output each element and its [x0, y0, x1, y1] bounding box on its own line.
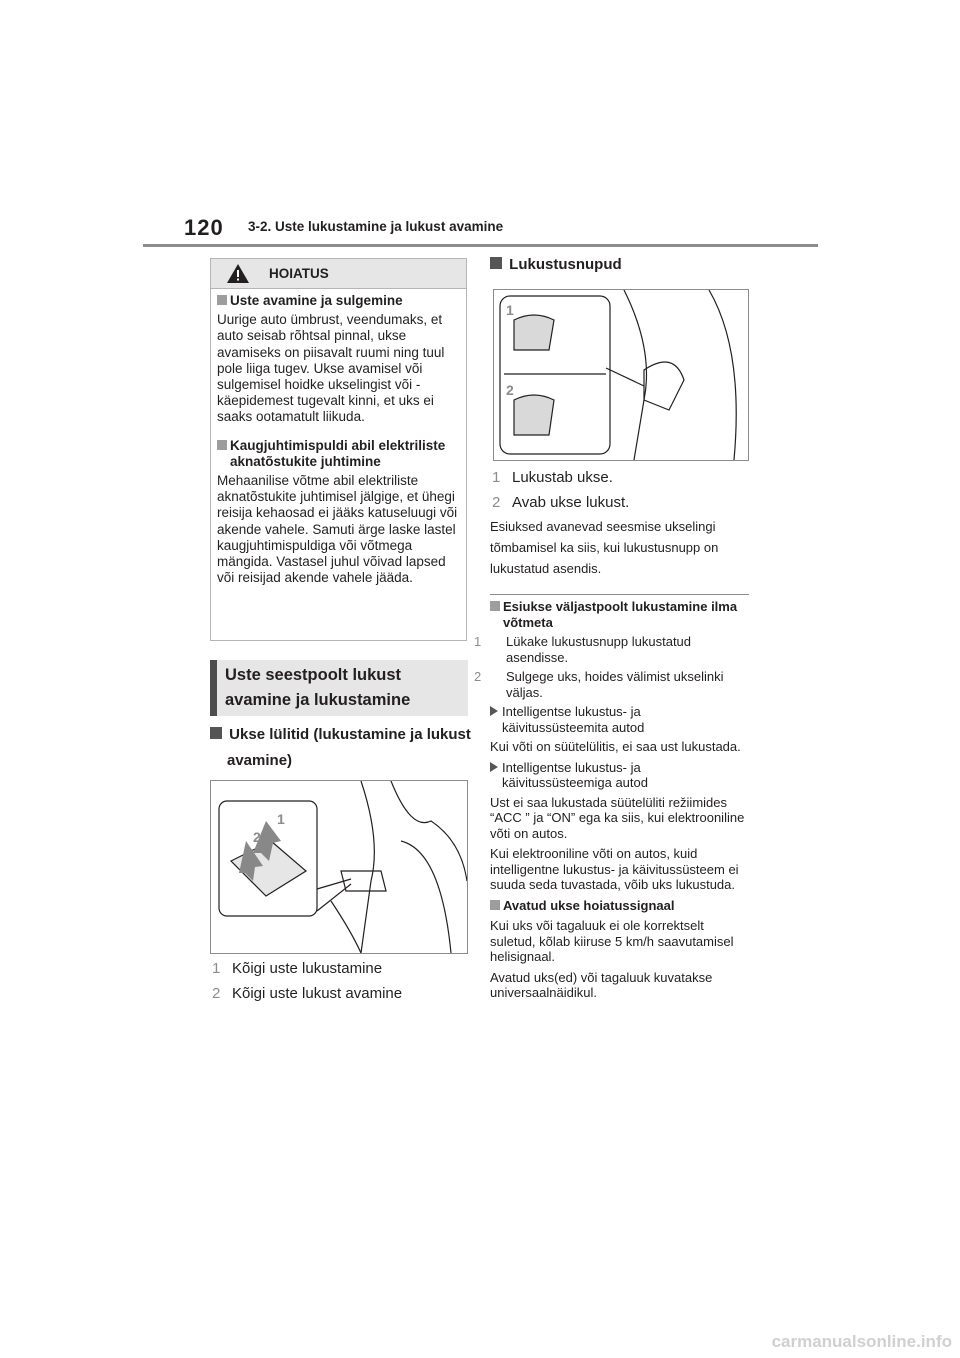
case-heading: Intelligentse lukustus- ja käivitussüsteemiga autod	[490, 760, 750, 791]
list-item: 2 Avab ukse lukust.	[492, 494, 630, 511]
square-bullet-icon	[217, 295, 227, 305]
section-title: 3-2. Uste lukustamine ja lukust avamine	[248, 219, 504, 234]
warning-subheading: Kaugjuhtimispuldi abil elektriliste aknatõstukite juhtimine	[217, 438, 460, 470]
list-item: 1 Lukustab ukse.	[492, 469, 613, 486]
square-bullet-icon	[490, 900, 500, 910]
step: 1 Lükake lukustusnupp lukustatud asendisse.	[474, 634, 692, 665]
warning-text: Uurige auto ümbrust, veendumaks, et auto seisab rõhtsal pinnal, ukse avamiseks on piisavalt ruumi ning tuul pole liiga tugev. Ukse avamisel või sulgemisel hoidke ukselingist või -käepidemest tugevalt kinni, et uks ei saaks ootamatult liikuda.	[217, 312, 445, 425]
header-rule	[143, 244, 818, 247]
square-bullet-icon	[490, 257, 502, 269]
warning-title: HOIATUS	[269, 266, 329, 281]
warning-box	[210, 258, 467, 641]
paragraph: Kui uks või tagaluuk ei ole korrektselt suletud, kõlab kiiruse 5 km/h saavutamisel helisignaal.	[490, 918, 734, 964]
lock-note: Esiuksed avanevad seesmise ukselingi tõmbamisel ka siis, kui lukustusnupp on lukustatud asendis.	[490, 519, 719, 576]
paragraph: Kui elektrooniline võti on autos, kuid intelligentne lukustus- ja käivitussüsteem ei suuda seda tuvastada, võib uks lukustuda.	[490, 846, 739, 892]
section-heading: Uste seestpoolt lukust avamine ja lukustamine	[210, 660, 468, 716]
figure-label-1: 1	[506, 302, 514, 318]
list-item: 2 Kõigi uste lukust avamine	[212, 985, 403, 1002]
lock-button-drawing	[494, 290, 748, 460]
watermark: carmanualsonline.info	[771, 1332, 952, 1351]
triangle-bullet-icon	[490, 706, 498, 716]
figure-label-2: 2	[506, 382, 514, 398]
step: 2 Sulgege uks, hoides välimist ukselinki väljas.	[474, 669, 724, 700]
square-bullet-icon	[490, 601, 500, 611]
warning-subheading: Uste avamine ja sulgemine	[217, 293, 460, 309]
warning-header	[211, 259, 466, 289]
door-warning-heading: Avatud ukse hoiatussignaal	[490, 898, 750, 914]
right-column-content: Esiukse väljastpoolt lukustamine ilma võtmeta 1 Lükake lukustusnupp lukustatud asendisse. 2 Sulgege uks, hoides välimist ukselinki väljas. Intelligentse lukustus- ja käivitussüsteemita autod Kui võti on süütelülitis, ei saa ust lukustada. Intelligentse lukustus- ja käivitussüsteemiga autod Ust ei saa lukustada süütelüliti režiimides “ACC ” ja “ON” ega ka siis, kui elektrooniline võti on autos. Kui elektrooniline võti on autos, kuid intelligentne lukustus- ja käivitussüsteem ei suuda seda tuvastada, võib uks lukustuda. Avatud ukse hoiatussignaal Kui uks või tagaluuk ei ole korrektselt suletud, kõlab kiiruse 5 km/h saavutamisel helisignaal. Avatud uks(ed) või tagaluuk kuvatakse universaalnäidikul.	[490, 599, 750, 1006]
paragraph: Kui võti on süütelülitis, ei saa ust lukustada.	[490, 739, 741, 754]
door-switch-drawing	[211, 781, 467, 953]
lock-buttons-heading: Lukustusnupud	[490, 253, 622, 277]
square-bullet-icon	[210, 727, 222, 739]
paragraph: Avatud uks(ed) või tagaluuk kuvatakse universaalnäidikul.	[490, 969, 713, 1000]
lock-button-illustration	[493, 289, 749, 461]
triangle-bullet-icon	[490, 762, 498, 772]
warning-text: Mehaanilise võtme abil elektriliste aknatõstukite juhtimisel jälgige, et ühegi reisija kehaosad ei jääks katuseluugi või akende vahele. Samuti ärge laske lastel kaugjuhtimispuldiga või võtmega mängida. Vastasel juhul võivad lapsed või reisijad akende vahele jääda.	[217, 473, 458, 586]
door-switches-heading: Ukse lülitid (lukustamine ja lukust avamine)	[210, 722, 485, 774]
warning-triangle-icon	[227, 264, 249, 283]
page-number: 120	[184, 215, 224, 240]
paragraph: Ust ei saa lukustada süütelüliti režiimides “ACC ” ja “ON” ega ka siis, kui elektrooniline võti on autos.	[490, 794, 745, 841]
figure-label-2: 2	[253, 829, 261, 845]
list-item: 1 Kõigi uste lukustamine	[212, 960, 383, 977]
door-switch-illustration	[210, 780, 468, 954]
case-heading: Intelligentse lukustus- ja käivitussüsteemita autod	[490, 704, 750, 735]
figure-label-1: 1	[277, 811, 285, 827]
divider	[490, 594, 749, 595]
square-bullet-icon	[217, 440, 227, 450]
